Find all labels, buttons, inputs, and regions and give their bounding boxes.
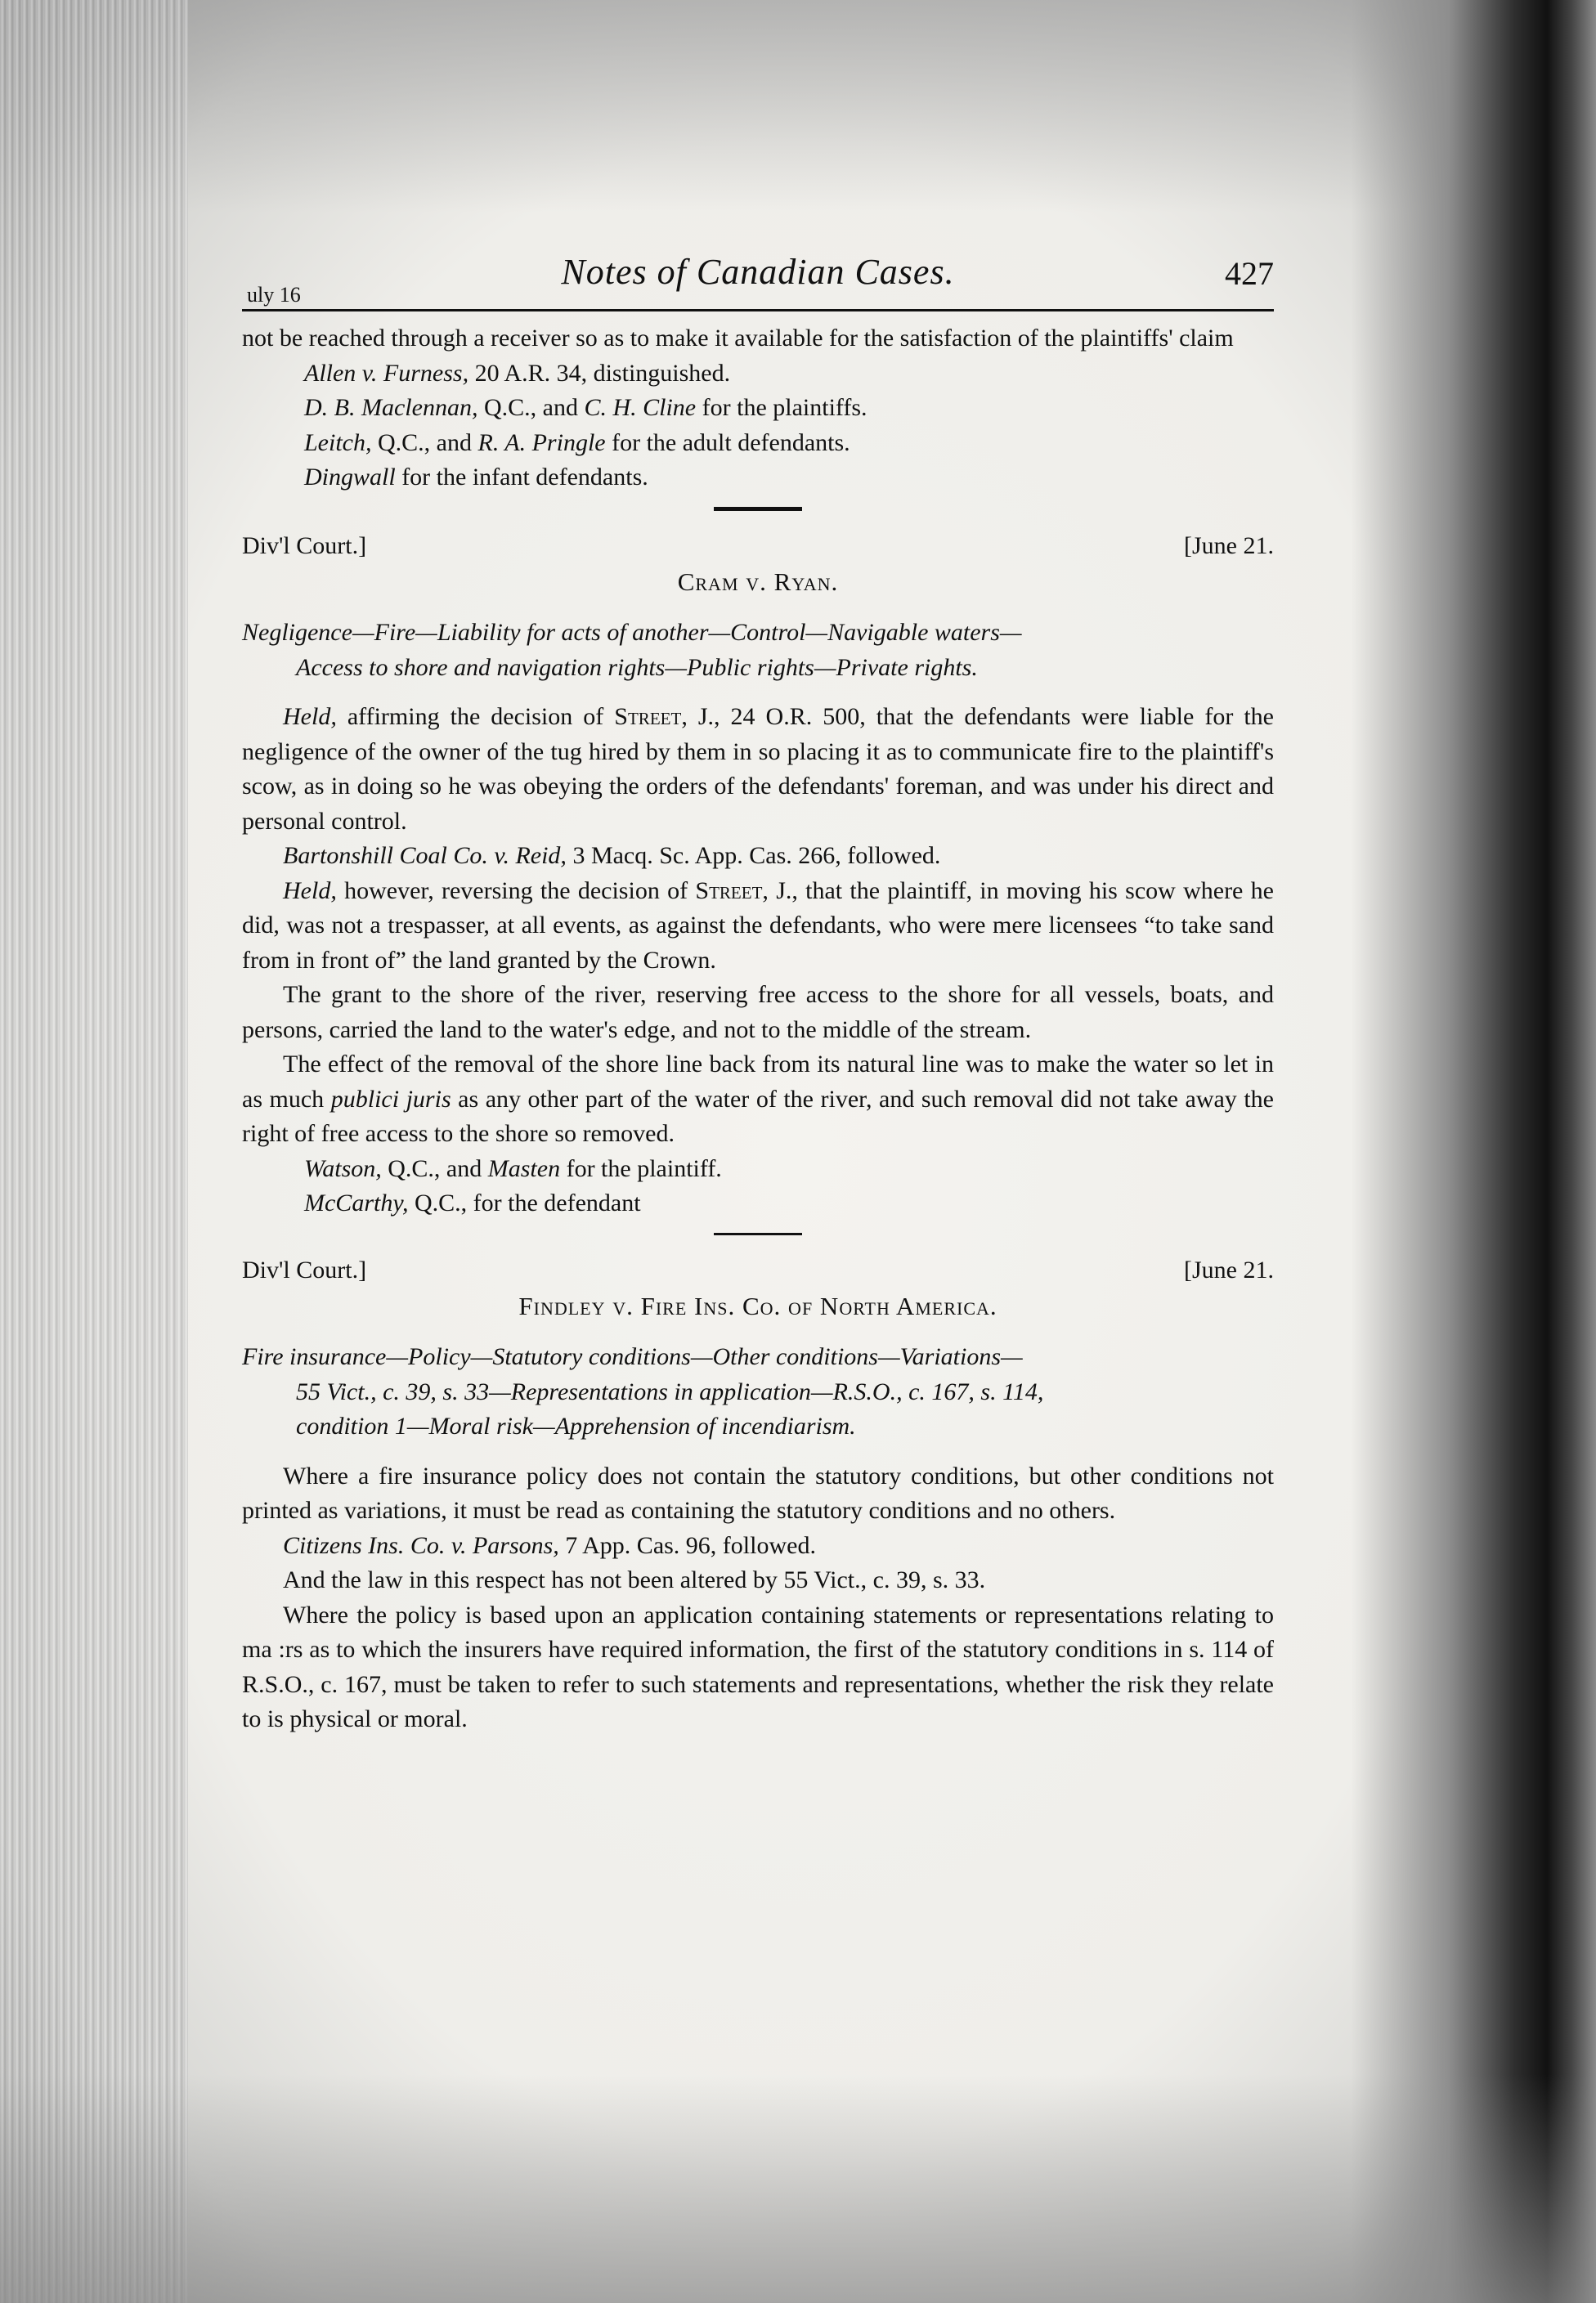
scan-shadow-bottom (0, 2074, 1596, 2303)
case-headnote: Fire insurance—Policy—Statutory conditions—Other conditions—Variations— 55 Vict., c. 39, s. 33—Representations in application—R.S.O., c. 167, s. 114, condition 1—Moral risk—Apprehension of incendiarism. (242, 1343, 1044, 1440)
case-cram-v-ryan (242, 529, 1274, 1221)
citation-line: Citizens Ins. Co. v. Parsons, 7 App. Cas. 96, followed. (283, 1531, 816, 1559)
case-headnote: Negligence—Fire—Liability for acts of another—Control—Navigable waters— Access to shore and navigation rights—Public rights—Private rights. (242, 619, 1022, 681)
scan-noise-left (0, 0, 188, 2303)
section-divider (714, 507, 802, 511)
case-paragraph: The grant to the shore of the river, reserving free access to the shore for all vessels, boats, and persons, carried the land to the water's edge, and not to the middle of the stream. (242, 981, 1274, 1043)
citation-line: Allen v. Furness, 20 A.R. 34, distinguished. (304, 359, 731, 387)
case-paragraph: Where a fire insurance policy does not contain the statutory conditions, but other conditions not printed as variations, it must be read as containing the statutory conditions and no others. (242, 1462, 1274, 1524)
case-findley-v-fire-ins (242, 1253, 1274, 1737)
court-date-line (242, 529, 1274, 563)
continuation-text: not be reached through a receiver so as to make it available for the satisfaction of the plaintiffs' claim (242, 325, 1234, 352)
counsel-line: Leitch, Q.C., and R. A. Pringle for the adult defendants. (304, 428, 850, 456)
book-spine-shadow (1351, 0, 1596, 2303)
case-title: Cram v. Ryan. (677, 567, 839, 596)
counsel-line: D. B. Maclennan, Q.C., and C. H. Cline for the plaintiffs. (304, 394, 867, 421)
decision-date: [June 21. (1184, 531, 1274, 559)
previous-case-continuation (242, 321, 1274, 495)
running-header-title: Notes of Canadian Cases. (561, 252, 955, 292)
court-label: Div'l Court.] (242, 1256, 367, 1284)
court-label: Div'l Court.] (242, 531, 367, 559)
court-date-line (242, 1253, 1274, 1288)
running-header-left: uly 16 (247, 283, 301, 307)
counsel-line: McCarthy, Q.C., for the defendant (304, 1190, 641, 1216)
case-paragraph: Held, affirming the decision of Street, J., 24 O.R. 500, that the defendants were liable for the negligence of the owner of the tug hired by them in so placing it as to communicate fire to the plaintiff's scow, as in doing so he was obeying the orders of the defendants' foreman, and was under his direct and personal control. (242, 703, 1275, 835)
section-divider (714, 1233, 802, 1235)
case-paragraph: The effect of the removal of the shore line back from its natural line was to make the water so let in as much publici juris as any other part of the water of the river, and such removal did not take away the right of free access to the shore so removed. (242, 1051, 1274, 1147)
page-content (242, 252, 1275, 1737)
case-paragraph: Held, however, reversing the decision of Street, J., that the plaintiff, in moving his scow where he did, was not a trespasser, at all events, as against the defendants, who were mere licensees “to take sand from in front of” the land granted by the Crown. (242, 876, 1274, 974)
page-number: 427 (1225, 255, 1274, 292)
decision-date: [June 21. (1184, 1256, 1274, 1284)
case-paragraph: Where the policy is based upon an application containing statements or representations relating to ma :rs as to which the insurers have required information, the first of the statutory conditions in s. 114 of R.S.O., c. 167, must be taken to refer to such statements and representations, whether the risk they relate to is physical or moral. (242, 1601, 1274, 1732)
counsel-line: Watson, Q.C., and Masten for the plaintiff. (304, 1154, 722, 1182)
case-title: Findley v. Fire Ins. Co. of North America. (518, 1291, 998, 1320)
citation-line: Bartonshill Coal Co. v. Reid, 3 Macq. Sc. App. Cas. 266, followed. (283, 842, 941, 869)
running-header (242, 252, 1274, 311)
counsel-line: Dingwall for the infant defendants. (304, 464, 648, 491)
case-paragraph: And the law in this respect has not been altered by 55 Vict., c. 39, s. 33. (283, 1566, 986, 1593)
